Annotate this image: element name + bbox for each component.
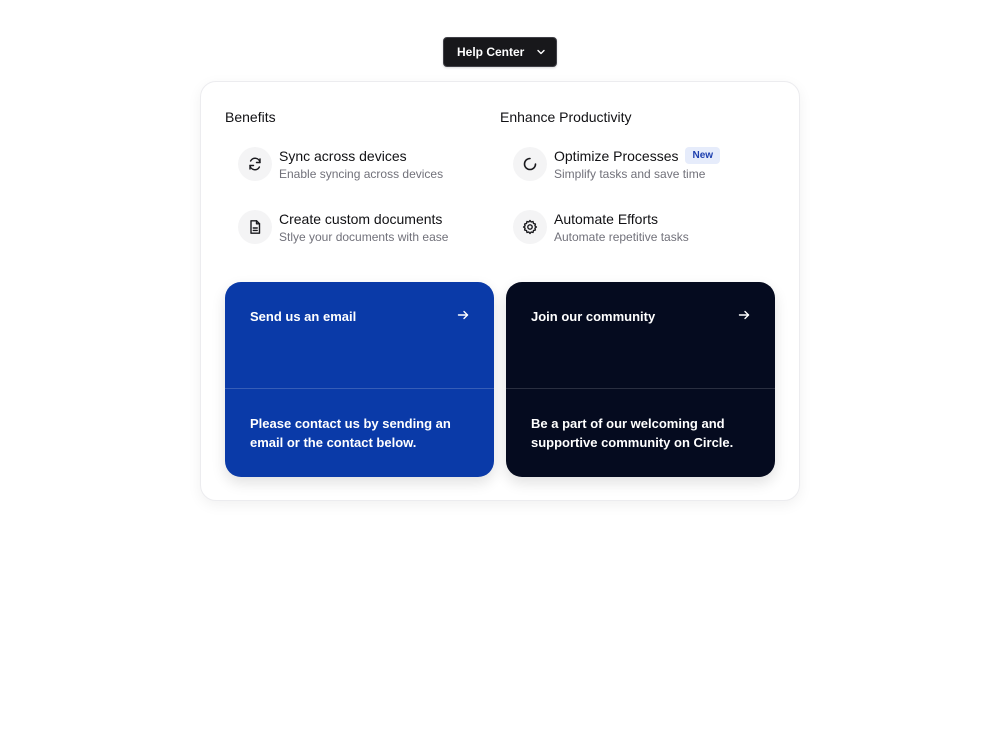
menu-item-title: Optimize Processes xyxy=(554,147,679,164)
menu-item-subtitle: Automate repetitive tasks xyxy=(554,229,689,244)
settings-gear-icon xyxy=(513,210,547,244)
email-card-body: Please contact us by sending an email or the contact below. xyxy=(250,416,451,450)
document-icon xyxy=(238,210,272,244)
menu-item-title: Sync across devices xyxy=(279,147,407,164)
community-card-title: Join our community xyxy=(531,309,656,324)
new-badge: New xyxy=(685,147,720,164)
menu-item-title: Automate Efforts xyxy=(554,210,659,227)
community-card[interactable] xyxy=(506,282,775,477)
menu-item-subtitle: Stlye your documents with ease xyxy=(279,229,449,244)
menu-item-subtitle: Enable syncing across devices xyxy=(279,166,444,181)
menu-item-automate[interactable] xyxy=(513,204,783,250)
menu-item-documents[interactable] xyxy=(238,204,508,250)
arrow-right-icon xyxy=(738,309,750,388)
loader-icon xyxy=(513,147,547,181)
card-divider xyxy=(225,388,494,389)
productivity-heading: Enhance Productivity xyxy=(500,109,632,125)
menu-item-optimize[interactable] xyxy=(513,141,783,187)
menu-item-title: Create custom documents xyxy=(279,210,443,227)
chevron-down-icon xyxy=(526,47,556,57)
help-center-button[interactable] xyxy=(443,37,557,67)
refresh-icon xyxy=(238,147,272,181)
benefits-heading: Benefits xyxy=(225,109,276,125)
help-center-label: Help Center xyxy=(457,45,525,59)
email-card-title: Send us an email xyxy=(250,309,357,324)
menu-item-sync[interactable] xyxy=(238,141,508,187)
arrow-right-icon xyxy=(457,309,469,388)
menu-item-subtitle: Simplify tasks and save time xyxy=(554,167,706,181)
help-center-menu xyxy=(200,81,800,501)
community-card-body: Be a part of our welcoming and supportive community on Circle. xyxy=(531,416,734,450)
email-card[interactable] xyxy=(225,282,494,477)
card-divider xyxy=(506,388,775,389)
